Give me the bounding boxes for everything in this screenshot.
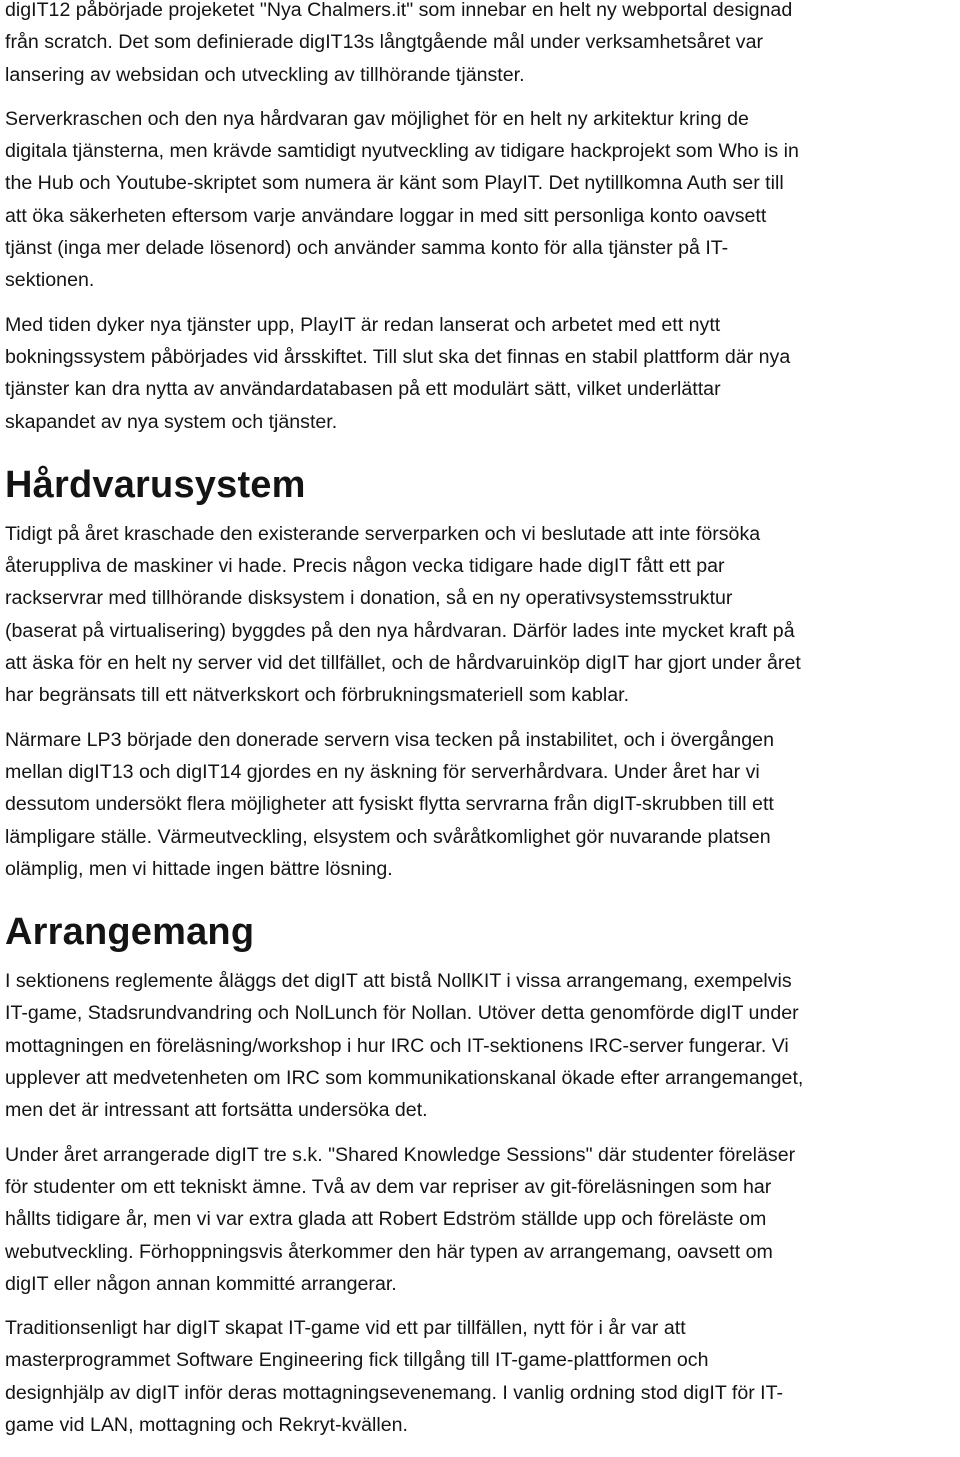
text-line: olämplig, men vi hittade ingen bättre lösning. — [5, 857, 393, 880]
text-line: Under året arrangerade digIT tre s.k. "Shared Knowledge Sessions" där studenter föreläser — [5, 1143, 796, 1166]
text-line: tjänster kan dra nytta av användardatabasen på ett modulärt sätt, vilket underlättar — [5, 378, 721, 401]
paragraph — [5, 103, 957, 297]
text-line: har begränsats till ett nätverkskort och förbrukningsmateriell som kablar. — [5, 684, 630, 707]
text-line: för studenter om ett tekniskt ämne. Två av dem var repriser av git-föreläsningen som har — [5, 1175, 772, 1198]
text-line: från scratch. Det som definierade digIT13s långtgående mål under verksamhetsåret var — [5, 31, 764, 54]
text-line: mottagningen en föreläsning/workshop i hur IRC och IT-sektionens IRC-server fungerar. Vi — [5, 1034, 789, 1057]
text-line: upplever att medvetenheten om IRC som kommunikationskanal ökade efter arrangemanget, — [5, 1067, 804, 1090]
paragraph — [5, 1139, 957, 1300]
text-line: designhjälp av digIT inför deras mottagningsevenemang. I vanlig ordning stod digIT för IT- — [5, 1381, 784, 1404]
text-line: men det är intressant att fortsätta undersöka det. — [5, 1099, 428, 1122]
paragraph — [5, 724, 957, 885]
text-line: digIT12 påbörjade projeketet "Nya Chalmers.it" som innebar en helt ny webportal designad — [5, 0, 793, 21]
text-line: att öka säkerheten eftersom varje användare loggar in med sitt personliga konto oavsett — [5, 204, 767, 227]
text-line: I sektionens reglemente åläggs det digIT att bistå NollKIT i vissa arrangemang, exempelvis — [5, 970, 792, 993]
paragraph — [5, 309, 957, 438]
text-line: hållts tidigare år, men vi var extra glada att Robert Edström ställde upp och föreläste om — [5, 1208, 767, 1231]
paragraph — [5, 0, 957, 91]
text-line: Närmare LP3 började den donerade servern visa tecken på instabilitet, och i övergången — [5, 728, 774, 751]
text-line: (baserat på virtualisering) byggdes på den nya hårdvaran. Därför lades inte mycket kraft på — [5, 619, 795, 642]
text-line: bokningssystem påbörjades vid årsskiftet. Till slut ska det finnas en stabil plattform där nya — [5, 345, 791, 368]
text-line: the Hub och Youtube-skriptet som numera är känt som PlayIT. Det nytillkomna Auth ser till — [5, 172, 784, 195]
text-line: Tidigt på året kraschade den existerande serverparken och vi beslutade att inte försöka — [5, 522, 761, 545]
section-heading-hardware: Hårdvarusystem — [5, 463, 306, 506]
text-line: lämpligare ställe. Värmeutveckling, elsystem och svåråtkomlighet gör nuvarande platsen — [5, 825, 771, 848]
text-line: mellan digIT13 och digIT14 gjordes en ny äskning för serverhårdvara. Under året har vi — [5, 760, 760, 783]
text-line: dessutom undersökt flera möjligheter att fysiskt flytta servrarna från digIT-skrubben till ett — [5, 793, 774, 816]
paragraph — [5, 518, 957, 712]
section-heading-events: Arrangemang — [5, 911, 255, 954]
text-line: lansering av websidan och utveckling av tillhörande tjänster. — [5, 63, 525, 86]
text-line: Med tiden dyker nya tjänster upp, PlayIT är redan lanserat och arbetet med ett nytt — [5, 313, 721, 336]
text-line: återuppliva de maskiner vi hade. Precis någon vecka tidigare hade digIT fått ett par — [5, 555, 725, 578]
text-line: tjänst (inga mer delade lösenord) och använder samma konto för alla tjänster på IT- — [5, 237, 729, 260]
text-line: digitala tjänsterna, men krävde samtidigt nyutveckling av tidigare hackprojekt som Who is in — [5, 140, 799, 163]
text-line: rackservrar med tillhörande disksystem i donation, så en ny operativsystemsstruktur — [5, 587, 733, 610]
text-line: digIT eller någon annan kommitté arrangerar. — [5, 1272, 397, 1295]
text-line: Traditionsenligt har digIT skapat IT-game vid ett par tillfällen, nytt för i år var att — [5, 1317, 686, 1340]
document-page — [5, 0, 957, 1441]
paragraph — [5, 1312, 957, 1441]
text-line: skapandet av nya system och tjänster. — [5, 410, 338, 433]
text-line: game vid LAN, mottagning och Rekryt-kvällen. — [5, 1413, 408, 1436]
text-line: sektionen. — [5, 269, 95, 292]
text-line: att äska för en helt ny server vid det tillfället, och de hårdvaruinköp digIT har gjort under året — [5, 652, 801, 675]
paragraph — [5, 965, 957, 1126]
text-line: Serverkraschen och den nya hårdvaran gav möjlighet för en helt ny arkitektur kring de — [5, 107, 749, 130]
text-line: IT-game, Stadsrundvandring och NolLunch för Nollan. Utöver detta genomförde digIT under — [5, 1002, 799, 1025]
text-line: webutveckling. Förhoppningsvis återkommer den här typen av arrangemang, oavsett om — [5, 1240, 773, 1263]
text-line: masterprogrammet Software Engineering fick tillgång till IT-game-plattformen och — [5, 1349, 709, 1372]
